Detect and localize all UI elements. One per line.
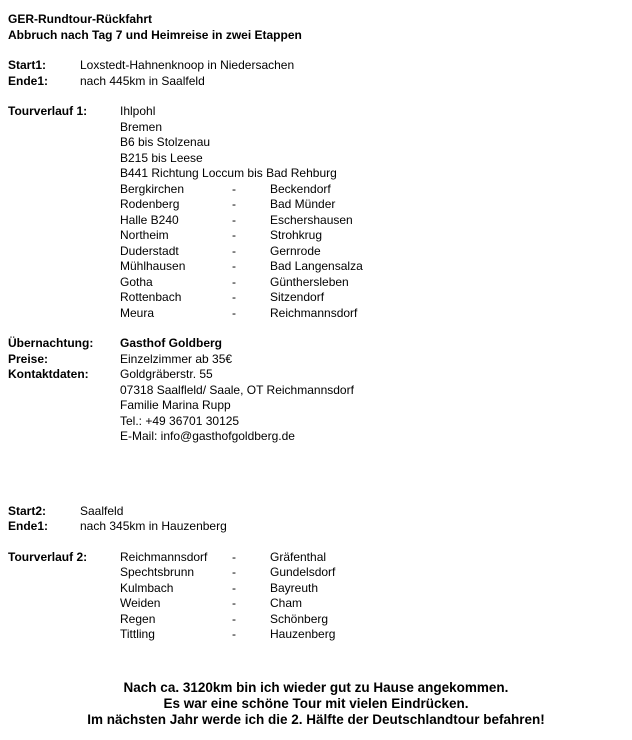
route-to: Günthersleben — [270, 274, 349, 289]
route-dash: - — [232, 197, 236, 211]
spacer — [8, 445, 624, 504]
field-label: Preise: — [8, 351, 49, 366]
route-to: Cham — [270, 596, 303, 610]
route-from: Tittling — [120, 627, 155, 641]
route-to: Beckendorf — [270, 181, 331, 196]
field-value: Saalfeld — [80, 503, 124, 518]
route-to: Bayreuth — [270, 580, 319, 595]
spacer — [8, 321, 624, 336]
route-to: Schönberg — [270, 611, 329, 626]
route-pair-row — [120, 228, 624, 244]
price-row — [8, 352, 624, 368]
field-value: nach 445km in Saalfeld — [80, 73, 205, 88]
spacer — [8, 535, 624, 550]
leg1-start-row — [8, 58, 624, 74]
route-pair-row — [120, 244, 624, 260]
route-dash: - — [232, 243, 236, 258]
route-dash: - — [232, 611, 236, 626]
route-from: Rodenberg — [120, 197, 180, 211]
route-from: Mühlhausen — [120, 259, 186, 273]
route-dash: - — [232, 181, 236, 196]
accommodation-row — [8, 336, 624, 352]
field-label: Kontaktdaten: — [8, 367, 89, 381]
route-pair-row — [120, 275, 624, 291]
route-from: Halle B240 — [120, 212, 179, 227]
route-to: Gernrode — [270, 243, 321, 258]
route-pair-row — [120, 259, 624, 275]
spacer — [8, 643, 624, 680]
document-title: GER-Rundtour-Rückfahrt — [8, 12, 152, 26]
route-stop: Ihlpohl — [120, 104, 156, 118]
route-dash: - — [232, 305, 236, 320]
route-pair-row — [120, 197, 624, 213]
route-from: Northeim — [120, 228, 169, 242]
closing-line: Es war eine schöne Tour mit vielen Eindrücken. — [163, 695, 469, 711]
route-from: Weiden — [120, 596, 161, 610]
route-pair-row — [120, 565, 624, 581]
field-label: Ende1: — [8, 519, 49, 533]
route-from: Kulmbach — [120, 580, 174, 595]
route-to: Sitzendorf — [270, 290, 325, 304]
route-from: Spechtsbrunn — [120, 565, 195, 579]
contact-city: 07318 Saalfleld/ Saale, OT Reichmannsdorf — [120, 382, 354, 397]
contact-phone: Tel.: +49 36701 30125 — [120, 413, 240, 428]
route-dash: - — [232, 290, 236, 304]
spacer — [8, 43, 624, 58]
closing-line: Im nächsten Jahr werde ich die 2. Hälfte der Deutschlandtour befahren! — [87, 711, 545, 727]
field-label: Tourverlauf 2: — [8, 549, 88, 564]
route-stop: Bremen — [120, 119, 163, 134]
leg1-tour-header-row — [8, 104, 624, 120]
route-to: Eschershausen — [270, 212, 353, 227]
leg2-end-row — [8, 519, 624, 535]
spacer — [8, 89, 624, 104]
accommodation-name: Gasthof Goldberg — [120, 336, 222, 350]
route-from: Gotha — [120, 274, 153, 289]
route-from: Meura — [120, 305, 155, 320]
closing-remarks — [8, 680, 624, 728]
route-pair-row — [120, 290, 624, 306]
route-dash: - — [232, 565, 236, 579]
route-from: Bergkirchen — [120, 181, 185, 196]
leg1-end-row — [8, 74, 624, 90]
route-dash: - — [232, 549, 236, 564]
field-value: Loxstedt-Hahnenknoop in Niedersachen — [80, 58, 295, 72]
route-dash: - — [232, 259, 236, 273]
leg2-tour-header-row — [8, 550, 624, 566]
route-from: Regen — [120, 611, 156, 626]
route-pair-row — [120, 182, 624, 198]
route-pair-row — [120, 581, 624, 597]
route-to: Bad Langensalza — [270, 259, 363, 273]
field-label: Ende1: — [8, 73, 49, 88]
route-stop: B441 Richtung Loccum bis Bad Rehburg — [120, 166, 337, 180]
route-dash: - — [232, 228, 236, 242]
price-value: Einzelzimmer ab 35€ — [120, 351, 233, 366]
route-pair-row — [120, 612, 624, 628]
route-from: Duderstadt — [120, 243, 179, 258]
closing-line: Nach ca. 3120km bin ich wieder gut zu Hause angekommen. — [123, 679, 509, 695]
route-pair-row — [120, 627, 624, 643]
route-dash: - — [232, 274, 236, 289]
route-pair-row — [120, 596, 624, 612]
route-stop: B6 bis Stolzenau — [120, 135, 211, 149]
field-label: Übernachtung: — [8, 336, 94, 350]
route-from: Reichmannsdorf — [120, 549, 208, 564]
route-to: Gräfenthal — [270, 549, 327, 564]
route-pair-row — [120, 213, 624, 229]
route-to: Strohkrug — [270, 228, 323, 242]
route-to: Reichmannsdorf — [270, 305, 358, 320]
route-dash: - — [232, 627, 236, 641]
document-subtitle: Abbruch nach Tag 7 und Heimreise in zwei Etappen — [8, 27, 302, 42]
route-dash: - — [232, 580, 236, 595]
field-label: Start2: — [8, 503, 47, 518]
contact-email: E-Mail: info@gasthofgoldberg.de — [120, 429, 295, 443]
contact-family: Familie Marina Rupp — [120, 398, 231, 412]
route-to: Hauzenberg — [270, 627, 336, 641]
route-to: Gundelsdorf — [270, 565, 336, 579]
field-label: Start1: — [8, 58, 47, 72]
contact-row — [8, 367, 624, 383]
route-dash: - — [232, 596, 236, 610]
route-pair-row — [120, 306, 624, 322]
route-dash: - — [232, 212, 236, 227]
route-from: Rottenbach — [120, 290, 182, 304]
field-value: nach 345km in Hauzenberg — [80, 519, 227, 533]
contact-street: Goldgräberstr. 55 — [120, 367, 213, 381]
route-to: Bad Münder — [270, 197, 336, 211]
field-label: Tourverlauf 1: — [8, 104, 88, 118]
leg2-start-row — [8, 504, 624, 520]
route-stop: B215 bis Leese — [120, 150, 203, 165]
